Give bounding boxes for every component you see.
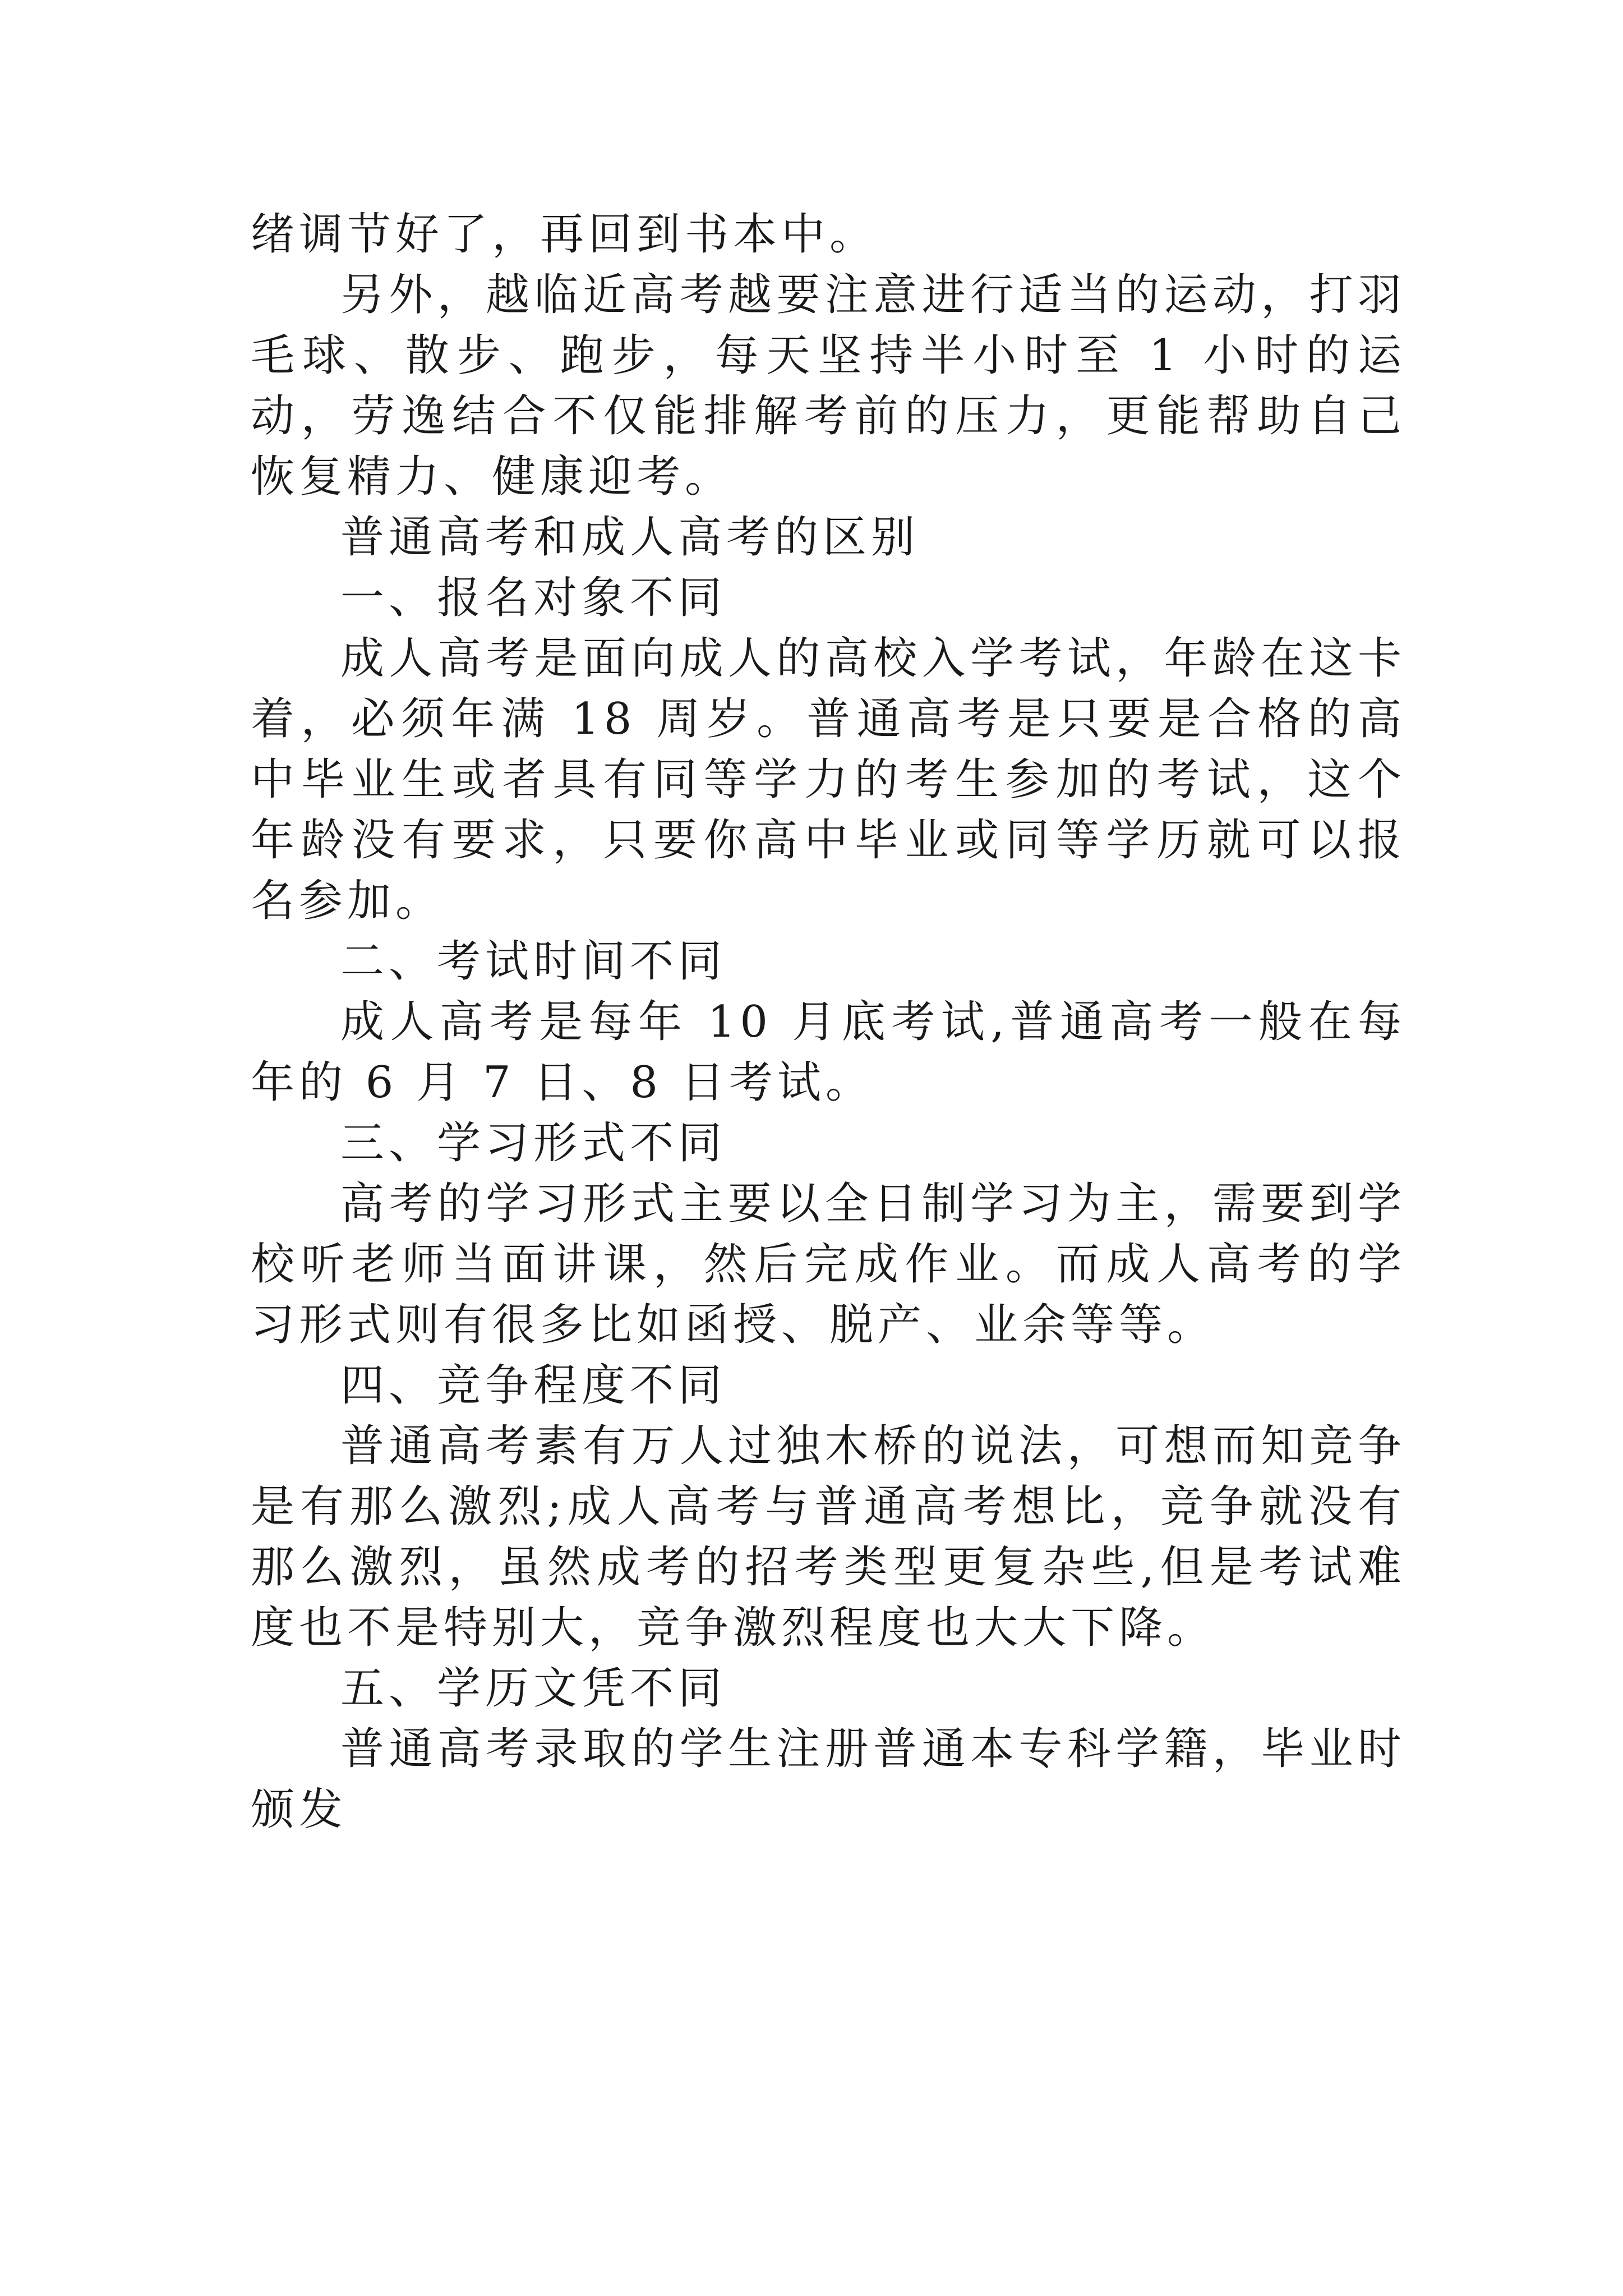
document-body [251, 204, 1406, 1840]
heading-2: 二、考试时间不同 [340, 936, 727, 987]
section-title: 普通高考和成人高考的区别 [340, 512, 920, 563]
heading-1: 一、报名对象不同 [340, 573, 727, 623]
paragraph-exercise: 另外，越临近高考越要注意进行适当的运动，打羽毛球、散步、跑步，每天坚持半小时至 1 小时的运动，劳逸结合不仅能排解考前的压力，更能帮助自己恢复精力、健康迎考。 [251, 270, 1406, 502]
paragraph-3: 高考的学习形式主要以全日制学习为主，需要到学校听老师当面讲课，然后完成作业。而成人高考的学习形式则有很多比如函授、脱产、业余等等。 [251, 1179, 1406, 1350]
paragraph-1: 成人高考是面向成人的高校入学考试，年龄在这卡着，必须年满 18 周岁。普通高考是只要是合格的高中毕业生或者具有同等学力的考生参加的考试，这个年龄没有要求，只要你高中毕业或同等学历就可以报名参加。 [251, 633, 1406, 926]
heading-5: 五、学历文凭不同 [340, 1663, 727, 1714]
paragraph-continuation: 绪调节好了，再回到书本中。 [251, 209, 878, 260]
heading-3: 三、学习形式不同 [340, 1118, 727, 1168]
paragraph-2: 成人高考是每年 10 月底考试,普通高考一般在每年的 6 月 7 日、8 日考试。 [251, 997, 1406, 1108]
paragraph-4: 普通高考素有万人过独木桥的说法，可想而知竞争是有那么激烈;成人高考与普通高考想比，竞争就没有那么激烈，虽然成考的招考类型更复杂些,但是考试难度也不是特别大，竞争激烈程度也大大下降。 [251, 1421, 1406, 1653]
heading-4: 四、竞争程度不同 [340, 1360, 727, 1411]
paragraph-5: 普通高考录取的学生注册普通本专科学籍，毕业时颁发 [251, 1724, 1406, 1835]
